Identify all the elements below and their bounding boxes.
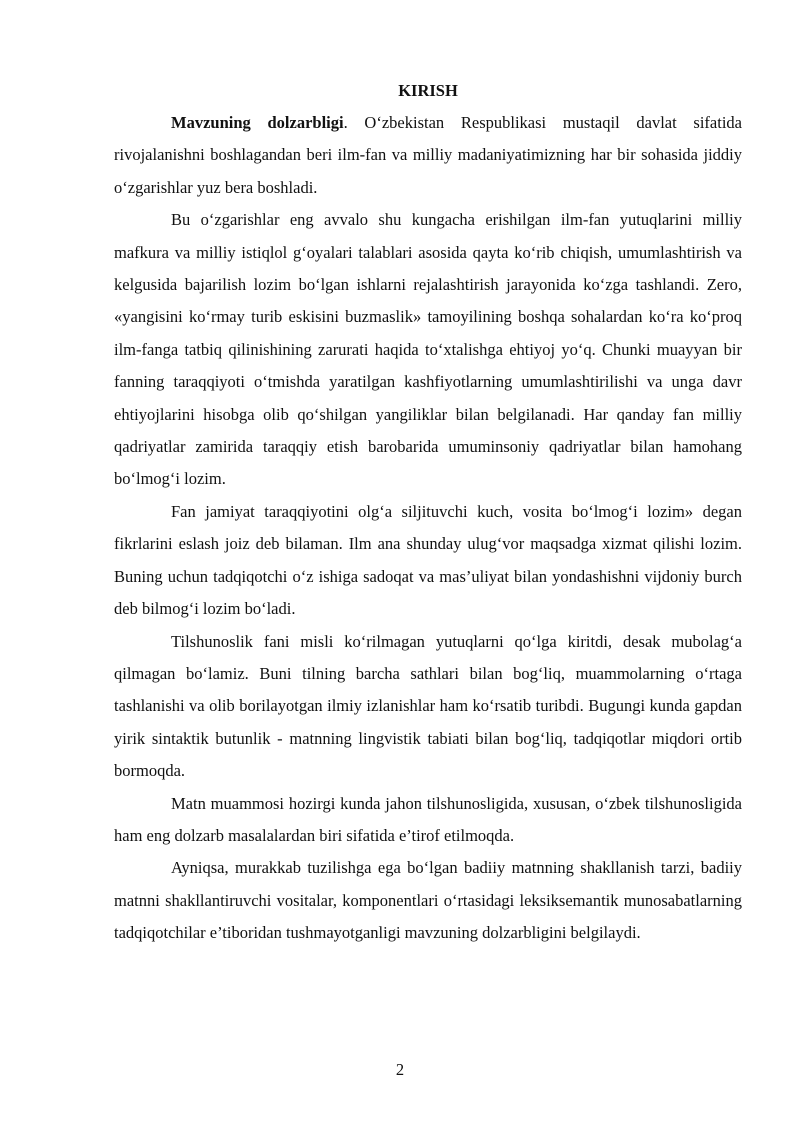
lead-term: Mavzuning dolzarbligi [171,113,344,132]
paragraph: Bu o‘zgarishlar eng avvalo shu kungacha erishilgan ilm-fan yutuqlarini milliy mafkura va milliy istiqlol g‘oyalari talablari asosida qayta ko‘rib chiqish, umumlashtirish va kelgusida bajarilish lozim bo‘lgan ishlarni rejalashtirish jarayonida ko‘zga tashlandi. Zero, «yangisini ko‘rmay turib eskisini buzmaslik» tamoyilining boshqa sohalardan ko‘ra ko‘proq ilm-fanga tatbiq qilinishining zarurati haqida to‘xtalishga ehtiyoj yo‘q. Chunki muayyan bir fanning taraqqiyoti o‘tmishda yaratilgan kashfiyotlarning umumlashtirilishi va unga davr ehtiyojlarini hisobga olib qo‘shilgan yangiliklar bilan belgilanadi. Har qanday fan milliy qadriyatlar zamirida taraqqiy etish barobarida umuminsoniy qadriyatlar bilan hamohang bo‘lmog‘i lozim. [114,210,742,489]
lead-text: . O‘zbekistan Respublikasi mustaqil davlat sifatida rivojalanishni boshlagandan beri ilm-fan va milliy madaniyatimizning har bir sohasida jiddiy o‘zgarishlar yuz bera boshladi. [114,113,742,197]
page-number: 2 [395,1060,405,1079]
paragraph: Fan jamiyat taraqqiyotini olg‘a siljituvchi kuch, vosita bo‘lmog‘i lozim» degan fikrlarini eslash joiz deb bilaman. Ilm ana shunday ulug‘vor maqsadga xizmat qilishi lozim. Buning uchun tadqiqotchi o‘z ishiga sadoqat va mas’uliyat bilan yondashishni vijdoniy burch deb bilmog‘i lozim bo‘ladi. [114,501,742,619]
paragraph: Tilshunoslik fani misli ko‘rilmagan yutuqlarni qo‘lga kiritdi, desak mubolag‘a qilmagan bo‘lamiz. Buni tilning barcha sathlari bilan bog‘liq, muammolarning o‘rtaga tashlanishi va olib borilayotgan ilmiy izlanishlar ham ko‘rsatib turibdi. Bugungi kunda gapdan yirik sintaktik butunlik - matnning lingvistik tabiati bilan bog‘liq, tadqiqotlar miqdori ortib bormoqda. [114,631,742,781]
paragraph: Matn muammosi hozirgi kunda jahon tilshunosligida, xususan, o‘zbek tilshunosligida ham eng dolzarb masalalardan biri sifatida e’tirof etilmoqda. [114,793,742,845]
page-title: KIRISH [398,81,458,100]
document-body [114,75,742,950]
paragraph: Ayniqsa, murakkab tuzilishga ega bo‘lgan badiiy matnning shakllanish tarzi, badiiy matnni shakllantiruvchi vositalar, komponentlari o‘rtasidagi leksiksemantik munosabatlarning tadqiqotchilar e’tiboridan tushmayotganligi mavzuning dolzarbligini belgilaydi. [114,858,742,943]
intro-paragraph [114,107,742,204]
